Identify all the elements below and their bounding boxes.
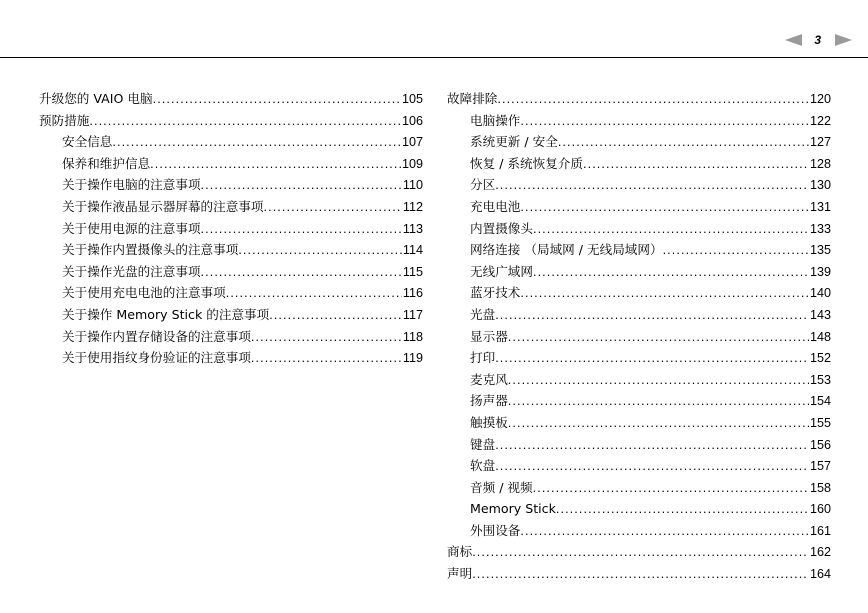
toc-subentry[interactable] [447, 390, 831, 412]
toc-entry-title: 关于操作内置摄像头的注意事项 [62, 242, 239, 258]
toc-entry-title: 键盘 [470, 436, 496, 452]
toc-page-number: 117 [402, 307, 423, 322]
toc-entry-title: 软盘 [470, 458, 496, 474]
toc-page-number: 160 [809, 502, 831, 517]
toc-dot-leader [497, 89, 809, 111]
toc-entry-title: 麦克风 [470, 371, 508, 387]
toc-dot-leader [508, 327, 809, 349]
toc-page-number: 143 [809, 307, 831, 322]
toc-page-number: 116 [402, 286, 423, 301]
toc-dot-leader [495, 456, 809, 478]
toc-dot-leader [663, 240, 809, 262]
toc-entry-title: 商标 [447, 544, 473, 560]
toc-page-number: 109 [401, 156, 423, 171]
toc-dot-leader [495, 435, 809, 457]
toc-subentry[interactable] [39, 218, 423, 240]
toc-entry-title: 关于操作光盘的注意事项 [62, 263, 201, 279]
toc-page-number: 119 [402, 351, 423, 366]
toc-dot-leader [508, 413, 809, 435]
toc-subentry[interactable] [447, 282, 831, 304]
toc-subentry[interactable] [447, 261, 831, 283]
toc-entry-title: 恢复 / 系统恢复介质 [470, 155, 583, 171]
triangle-left-icon[interactable] [785, 34, 802, 46]
toc-dot-leader [201, 262, 402, 284]
toc-page-number: 153 [809, 372, 831, 387]
toc-dot-leader [226, 283, 402, 305]
toc-entry-title: 预防措施 [39, 112, 90, 128]
toc-subentry[interactable] [447, 477, 831, 499]
toc-page-number: 122 [809, 113, 831, 128]
toc-page-number: 112 [402, 199, 423, 214]
toc-subentry[interactable] [447, 304, 831, 326]
toc-dot-leader [495, 175, 809, 197]
toc-subentry[interactable] [447, 326, 831, 348]
toc-dot-leader [558, 132, 809, 154]
toc-dot-leader [89, 111, 401, 133]
toc-dot-leader [269, 305, 402, 327]
toc-entry-title: 音频 / 视频 [470, 479, 533, 495]
toc-entry-title: 关于操作内置存储设备的注意事项 [62, 328, 251, 344]
toc-dot-leader [251, 327, 402, 349]
page-header [0, 0, 868, 58]
toc-entry-title: 安全信息 [62, 134, 113, 150]
toc-dot-leader [520, 283, 809, 305]
toc-page-number: 140 [809, 286, 831, 301]
toc-page-number: 107 [401, 135, 423, 150]
toc-subentry[interactable] [447, 498, 831, 520]
toc-subentry[interactable] [447, 239, 831, 261]
toc-subentry[interactable] [447, 434, 831, 456]
toc-page-number: 152 [809, 351, 831, 366]
toc-entry-title: 充电电池 [470, 198, 521, 214]
toc-page-number: 157 [809, 459, 831, 474]
toc-dot-leader [112, 132, 401, 154]
toc-page-number: 158 [809, 480, 831, 495]
toc-entry[interactable] [447, 563, 831, 585]
toc-subentry[interactable] [447, 131, 831, 153]
toc-entry-title: 显示器 [470, 328, 508, 344]
toc-page-number: 154 [809, 394, 831, 409]
toc-dot-leader [508, 370, 809, 392]
toc-subentry[interactable] [447, 455, 831, 477]
toc-dot-leader [472, 564, 809, 586]
toc-page-number: 148 [809, 329, 831, 344]
toc-subentry[interactable] [447, 196, 831, 218]
toc-dot-leader [556, 499, 809, 521]
toc-right-column [447, 88, 831, 585]
toc-entry-title: 扬声器 [470, 393, 508, 409]
triangle-right-icon[interactable] [835, 34, 852, 46]
toc-entry-title: Memory Stick [470, 501, 556, 517]
toc-entry-title: 升级您的 VAIO 电脑 [39, 91, 153, 106]
toc-dot-leader [238, 240, 402, 262]
toc-dot-leader [201, 175, 402, 197]
toc-entry-title: 保养和维护信息 [62, 155, 151, 171]
toc-entry[interactable] [447, 541, 831, 563]
toc-left-column [39, 88, 423, 369]
toc-entry-title: 触摸板 [470, 414, 508, 430]
toc-entry-title: 故障排除 [447, 91, 498, 106]
toc-entry-title: 光盘 [470, 306, 496, 322]
toc-dot-leader [520, 111, 809, 133]
toc-dot-leader [533, 478, 809, 500]
toc-dot-leader [495, 348, 809, 370]
toc-page-number: 113 [402, 221, 423, 236]
toc-page-number: 155 [809, 415, 831, 430]
toc-entry-title: 声明 [447, 566, 473, 582]
toc-entry-title: 内置摄像头 [470, 220, 533, 236]
toc-subentry[interactable] [447, 110, 831, 132]
toc-entry-title: 打印 [470, 350, 496, 366]
toc-page-number: 164 [809, 567, 831, 582]
toc-page-number: 115 [402, 264, 423, 279]
toc-page-number: 127 [809, 135, 831, 150]
toc-entry-title: 关于使用指纹身份验证的注意事项 [62, 350, 251, 366]
toc-subentry[interactable] [39, 326, 423, 348]
toc-subentry[interactable] [39, 174, 423, 196]
toc-entry-title: 无线广域网 [470, 263, 533, 279]
toc-entry-title: 电脑操作 [470, 112, 521, 128]
toc-dot-leader [520, 197, 809, 219]
toc-dot-leader [472, 542, 809, 564]
toc-subentry[interactable] [447, 520, 831, 542]
toc-dot-leader [201, 219, 402, 241]
toc-page-number: 139 [809, 264, 831, 279]
toc-page-number: 110 [402, 178, 423, 193]
toc-page-number: 130 [809, 178, 831, 193]
toc-subentry[interactable] [447, 347, 831, 369]
toc-page-number: 162 [809, 545, 831, 560]
toc-subentry[interactable] [39, 347, 423, 369]
toc-page-number: 105 [401, 92, 423, 106]
toc-page-number: 128 [809, 156, 831, 171]
toc-entry-title: 关于操作液晶显示器屏幕的注意事项 [62, 198, 264, 214]
toc-page-number: 106 [401, 113, 423, 128]
toc-subentry[interactable] [447, 369, 831, 391]
header-divider [0, 57, 868, 58]
toc-subentry[interactable] [39, 239, 423, 261]
toc-dot-leader [508, 391, 809, 413]
toc-dot-leader [533, 262, 809, 284]
toc-page-number: 118 [402, 329, 423, 344]
toc-subentry[interactable] [39, 304, 423, 326]
toc-entry-title: 分区 [470, 177, 496, 193]
toc-dot-leader [153, 89, 401, 111]
toc-entry-title: 蓝牙技术 [470, 285, 521, 301]
toc-page-number: 120 [809, 92, 831, 106]
toc-page-number: 161 [809, 523, 831, 538]
toc-dot-leader [495, 305, 809, 327]
toc-subentry[interactable] [39, 261, 423, 283]
toc-page-number: 133 [809, 221, 831, 236]
toc-subentry[interactable] [447, 174, 831, 196]
toc-entry[interactable] [39, 88, 423, 110]
toc-entry-title: 关于操作电脑的注意事项 [62, 177, 201, 193]
toc-subentry[interactable] [447, 153, 831, 175]
toc-subentry[interactable] [39, 196, 423, 218]
toc-subentry[interactable] [447, 412, 831, 434]
toc-entry-title: 关于使用充电电池的注意事项 [62, 285, 226, 301]
toc-subentry[interactable] [39, 153, 423, 175]
toc-entry-title: 外围设备 [470, 522, 521, 538]
toc-entry-title: 关于使用电源的注意事项 [62, 220, 201, 236]
toc-dot-leader [264, 197, 402, 219]
toc-dot-leader [583, 154, 809, 176]
toc-page-number: 131 [809, 199, 831, 214]
page-navigation [785, 32, 852, 48]
toc-page-number: 114 [402, 243, 423, 258]
toc-dot-leader [150, 154, 401, 176]
toc-page-number: 156 [809, 437, 831, 452]
toc-subentry[interactable] [39, 282, 423, 304]
toc-dot-leader [251, 348, 402, 370]
toc-page-number: 135 [809, 243, 831, 258]
toc-subentry[interactable] [39, 131, 423, 153]
toc-entry[interactable] [447, 88, 831, 110]
toc-subentry[interactable] [447, 218, 831, 240]
page-number: 3 [814, 33, 821, 47]
toc-entry-title: 关于操作 Memory Stick 的注意事项 [62, 306, 270, 322]
toc-entry-title: 系统更新 / 安全 [470, 134, 558, 150]
toc-dot-leader [520, 521, 809, 543]
toc-entry[interactable] [39, 110, 423, 132]
toc-entry-title: 网络连接 （局域网 / 无线局域网） [470, 242, 663, 258]
toc-dot-leader [533, 219, 809, 241]
